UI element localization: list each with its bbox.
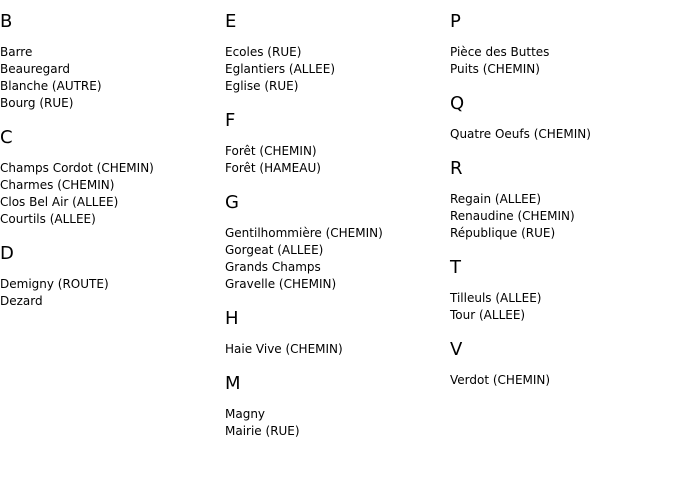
street-link[interactable]: Quatre Oeufs (CHEMIN)	[450, 127, 591, 141]
street-link[interactable]: Clos Bel Air (ALLEE)	[0, 195, 119, 209]
street-link[interactable]: Eglantiers (ALLEE)	[225, 62, 336, 76]
letter-section	[0, 12, 225, 112]
letter-heading: M	[225, 373, 241, 394]
index-column	[0, 12, 225, 326]
street-link[interactable]: Bourg (RUE)	[0, 96, 74, 110]
street-list	[0, 44, 225, 112]
letter-heading: Q	[450, 93, 465, 114]
street-link[interactable]: Charmes (CHEMIN)	[0, 178, 115, 192]
letter-section	[450, 12, 675, 78]
street-list	[225, 406, 450, 440]
letter-section	[0, 128, 225, 228]
street-list	[450, 372, 675, 389]
street-link[interactable]: Ecoles (RUE)	[225, 45, 302, 59]
letter-heading: E	[225, 11, 237, 32]
letter-section	[450, 258, 675, 324]
street-list	[450, 126, 675, 143]
street-link[interactable]: Renaudine (CHEMIN)	[450, 209, 575, 223]
street-link[interactable]: Courtils (ALLEE)	[0, 212, 96, 226]
letter-section	[225, 374, 450, 440]
street-link[interactable]: République (RUE)	[450, 226, 556, 240]
letter-section	[0, 244, 225, 310]
street-list	[450, 191, 675, 242]
street-list	[0, 160, 225, 228]
letter-heading: V	[450, 339, 463, 360]
street-link[interactable]: Pièce des Buttes	[450, 45, 550, 59]
street-list	[225, 143, 450, 177]
letter-heading: G	[225, 192, 239, 213]
index-column	[225, 12, 450, 456]
street-link[interactable]: Blanche (AUTRE)	[0, 79, 102, 93]
street-link[interactable]: Demigny (ROUTE)	[0, 277, 109, 291]
street-link[interactable]: Haie Vive (CHEMIN)	[225, 342, 343, 356]
street-list	[0, 276, 225, 310]
letter-heading: P	[450, 11, 461, 32]
letter-heading: R	[450, 158, 463, 179]
letter-heading: B	[0, 11, 13, 32]
letter-heading: T	[450, 257, 461, 278]
street-link[interactable]: Beauregard	[0, 62, 70, 76]
street-link[interactable]: Regain (ALLEE)	[450, 192, 542, 206]
street-index	[0, 12, 675, 484]
letter-section	[450, 94, 675, 143]
street-link[interactable]: Grands Champs	[225, 260, 321, 274]
street-list	[225, 44, 450, 95]
letter-heading: F	[225, 110, 236, 131]
letter-heading: H	[225, 308, 239, 329]
street-link[interactable]: Dezard	[0, 294, 43, 308]
letter-section	[450, 159, 675, 242]
letter-section	[225, 193, 450, 293]
letter-heading: C	[0, 127, 13, 148]
index-column	[450, 12, 675, 405]
letter-section	[225, 111, 450, 177]
street-link[interactable]: Forêt (CHEMIN)	[225, 144, 317, 158]
street-link[interactable]: Gravelle (CHEMIN)	[225, 277, 337, 291]
letter-section	[225, 12, 450, 95]
letter-section	[225, 309, 450, 358]
street-link[interactable]: Gentilhommière (CHEMIN)	[225, 226, 383, 240]
street-link[interactable]: Verdot (CHEMIN)	[450, 373, 551, 387]
street-link[interactable]: Mairie (RUE)	[225, 424, 300, 438]
street-list	[450, 290, 675, 324]
street-list	[225, 341, 450, 358]
street-link[interactable]: Tilleuls (ALLEE)	[450, 291, 542, 305]
street-link[interactable]: Gorgeat (ALLEE)	[225, 243, 324, 257]
street-link[interactable]: Magny	[225, 407, 266, 421]
letter-heading: D	[0, 243, 14, 264]
street-list	[450, 44, 675, 78]
street-link[interactable]: Barre	[0, 45, 33, 59]
street-link[interactable]: Eglise (RUE)	[225, 79, 299, 93]
street-link[interactable]: Champs Cordot (CHEMIN)	[0, 161, 154, 175]
street-link[interactable]: Tour (ALLEE)	[450, 308, 526, 322]
street-link[interactable]: Forêt (HAMEAU)	[225, 161, 321, 175]
street-list	[225, 225, 450, 293]
letter-section	[450, 340, 675, 389]
street-link[interactable]: Puits (CHEMIN)	[450, 62, 540, 76]
